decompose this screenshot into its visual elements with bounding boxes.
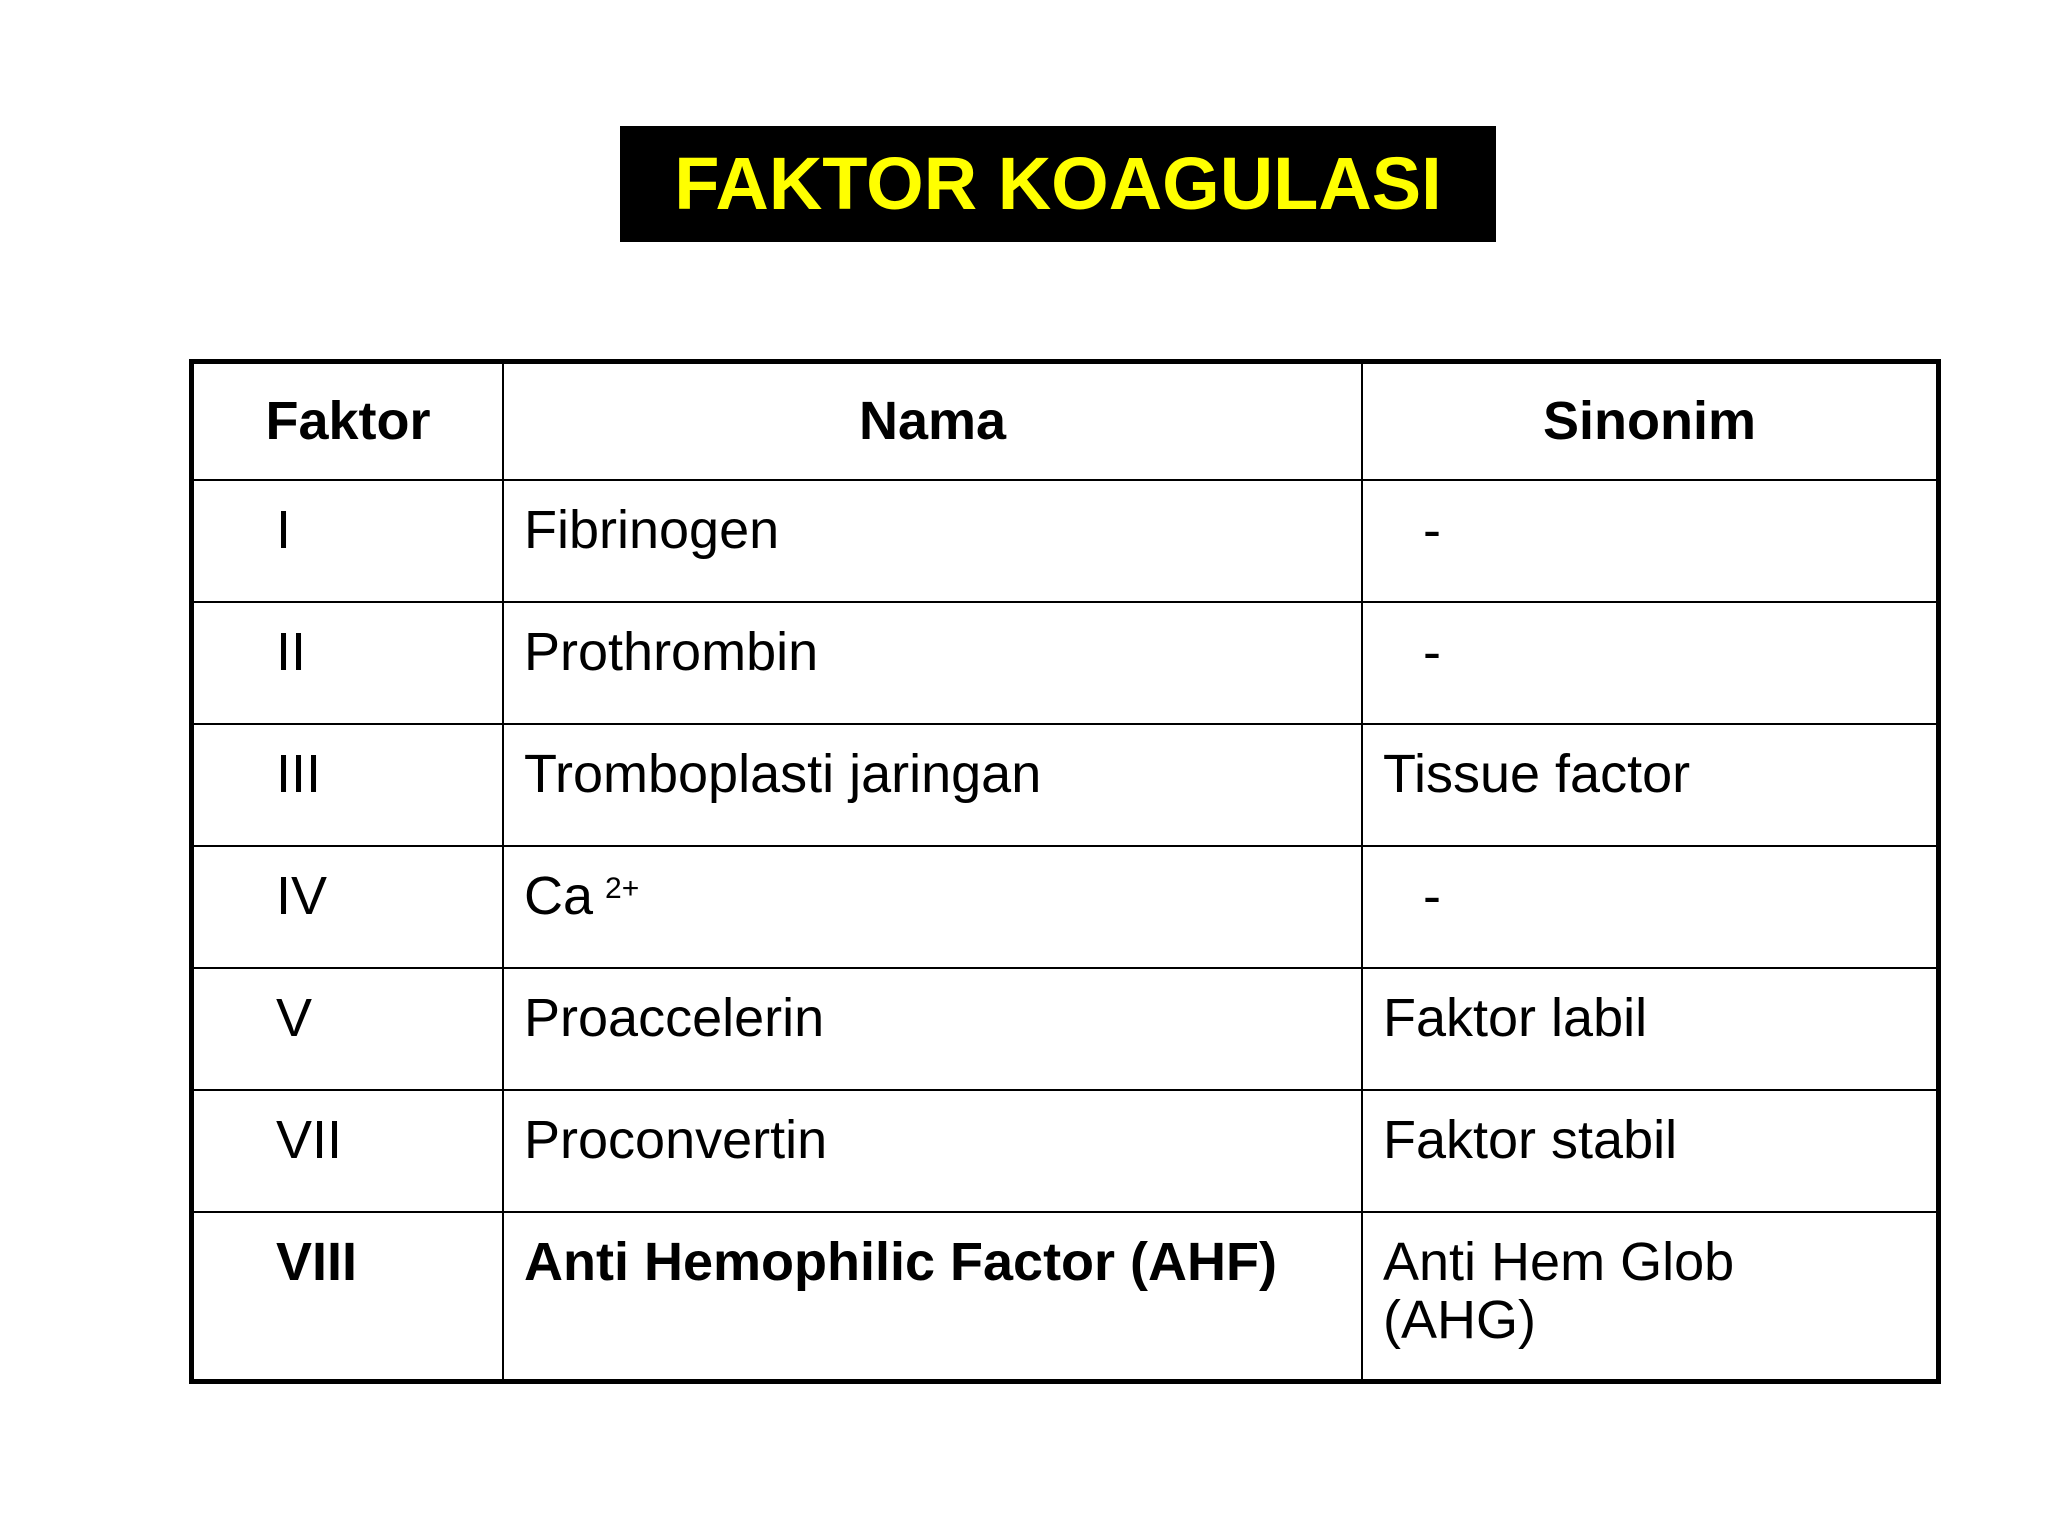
faktor-cell: I [192, 480, 504, 602]
table-row [192, 724, 1939, 846]
sinonim-cell: - [1362, 846, 1939, 968]
nama-cell: Proconvertin [503, 1090, 1362, 1212]
coagulation-factor-table [189, 359, 1941, 1384]
nama-cell: Fibrinogen [503, 480, 1362, 602]
header-nama: Nama [503, 362, 1362, 481]
nama-cell: Anti Hemophilic Factor (AHF) [503, 1212, 1362, 1382]
nama-cell: Proaccelerin [503, 968, 1362, 1090]
sinonim-cell: Faktor stabil [1362, 1090, 1939, 1212]
table-row [192, 1212, 1939, 1382]
table-row [192, 602, 1939, 724]
sinonim-cell: Tissue factor [1362, 724, 1939, 846]
sinonim-cell: - [1362, 602, 1939, 724]
title-banner [620, 126, 1496, 242]
sinonim-cell: - [1362, 480, 1939, 602]
faktor-cell: VII [192, 1090, 504, 1212]
table-row [192, 968, 1939, 1090]
faktor-cell: VIII [192, 1212, 504, 1382]
sinonim-cell [1362, 1212, 1939, 1382]
faktor-cell: IV [192, 846, 504, 968]
sinonim-line-1: Anti Hem Glob [1383, 1232, 1735, 1292]
page-title: FAKTOR KOAGULASI [674, 142, 1442, 225]
table-row [192, 846, 1939, 968]
header-sinonim: Sinonim [1362, 362, 1939, 481]
nama-text: Ca [524, 866, 594, 926]
sinonim-cell: Faktor labil [1362, 968, 1939, 1090]
nama-cell: Prothrombin [503, 602, 1362, 724]
table-row [192, 480, 1939, 602]
table-row [192, 1090, 1939, 1212]
faktor-cell: II [192, 602, 504, 724]
nama-cell [503, 846, 1362, 968]
nama-cell: Tromboplasti jaringan [503, 724, 1362, 846]
header-faktor: Faktor [192, 362, 504, 481]
faktor-cell: V [192, 968, 504, 1090]
sinonim-line-2: (AHG) [1383, 1290, 1536, 1351]
ion-charge-superscript: 2+ [605, 872, 640, 905]
table-header-row [192, 362, 1939, 481]
faktor-cell: III [192, 724, 504, 846]
